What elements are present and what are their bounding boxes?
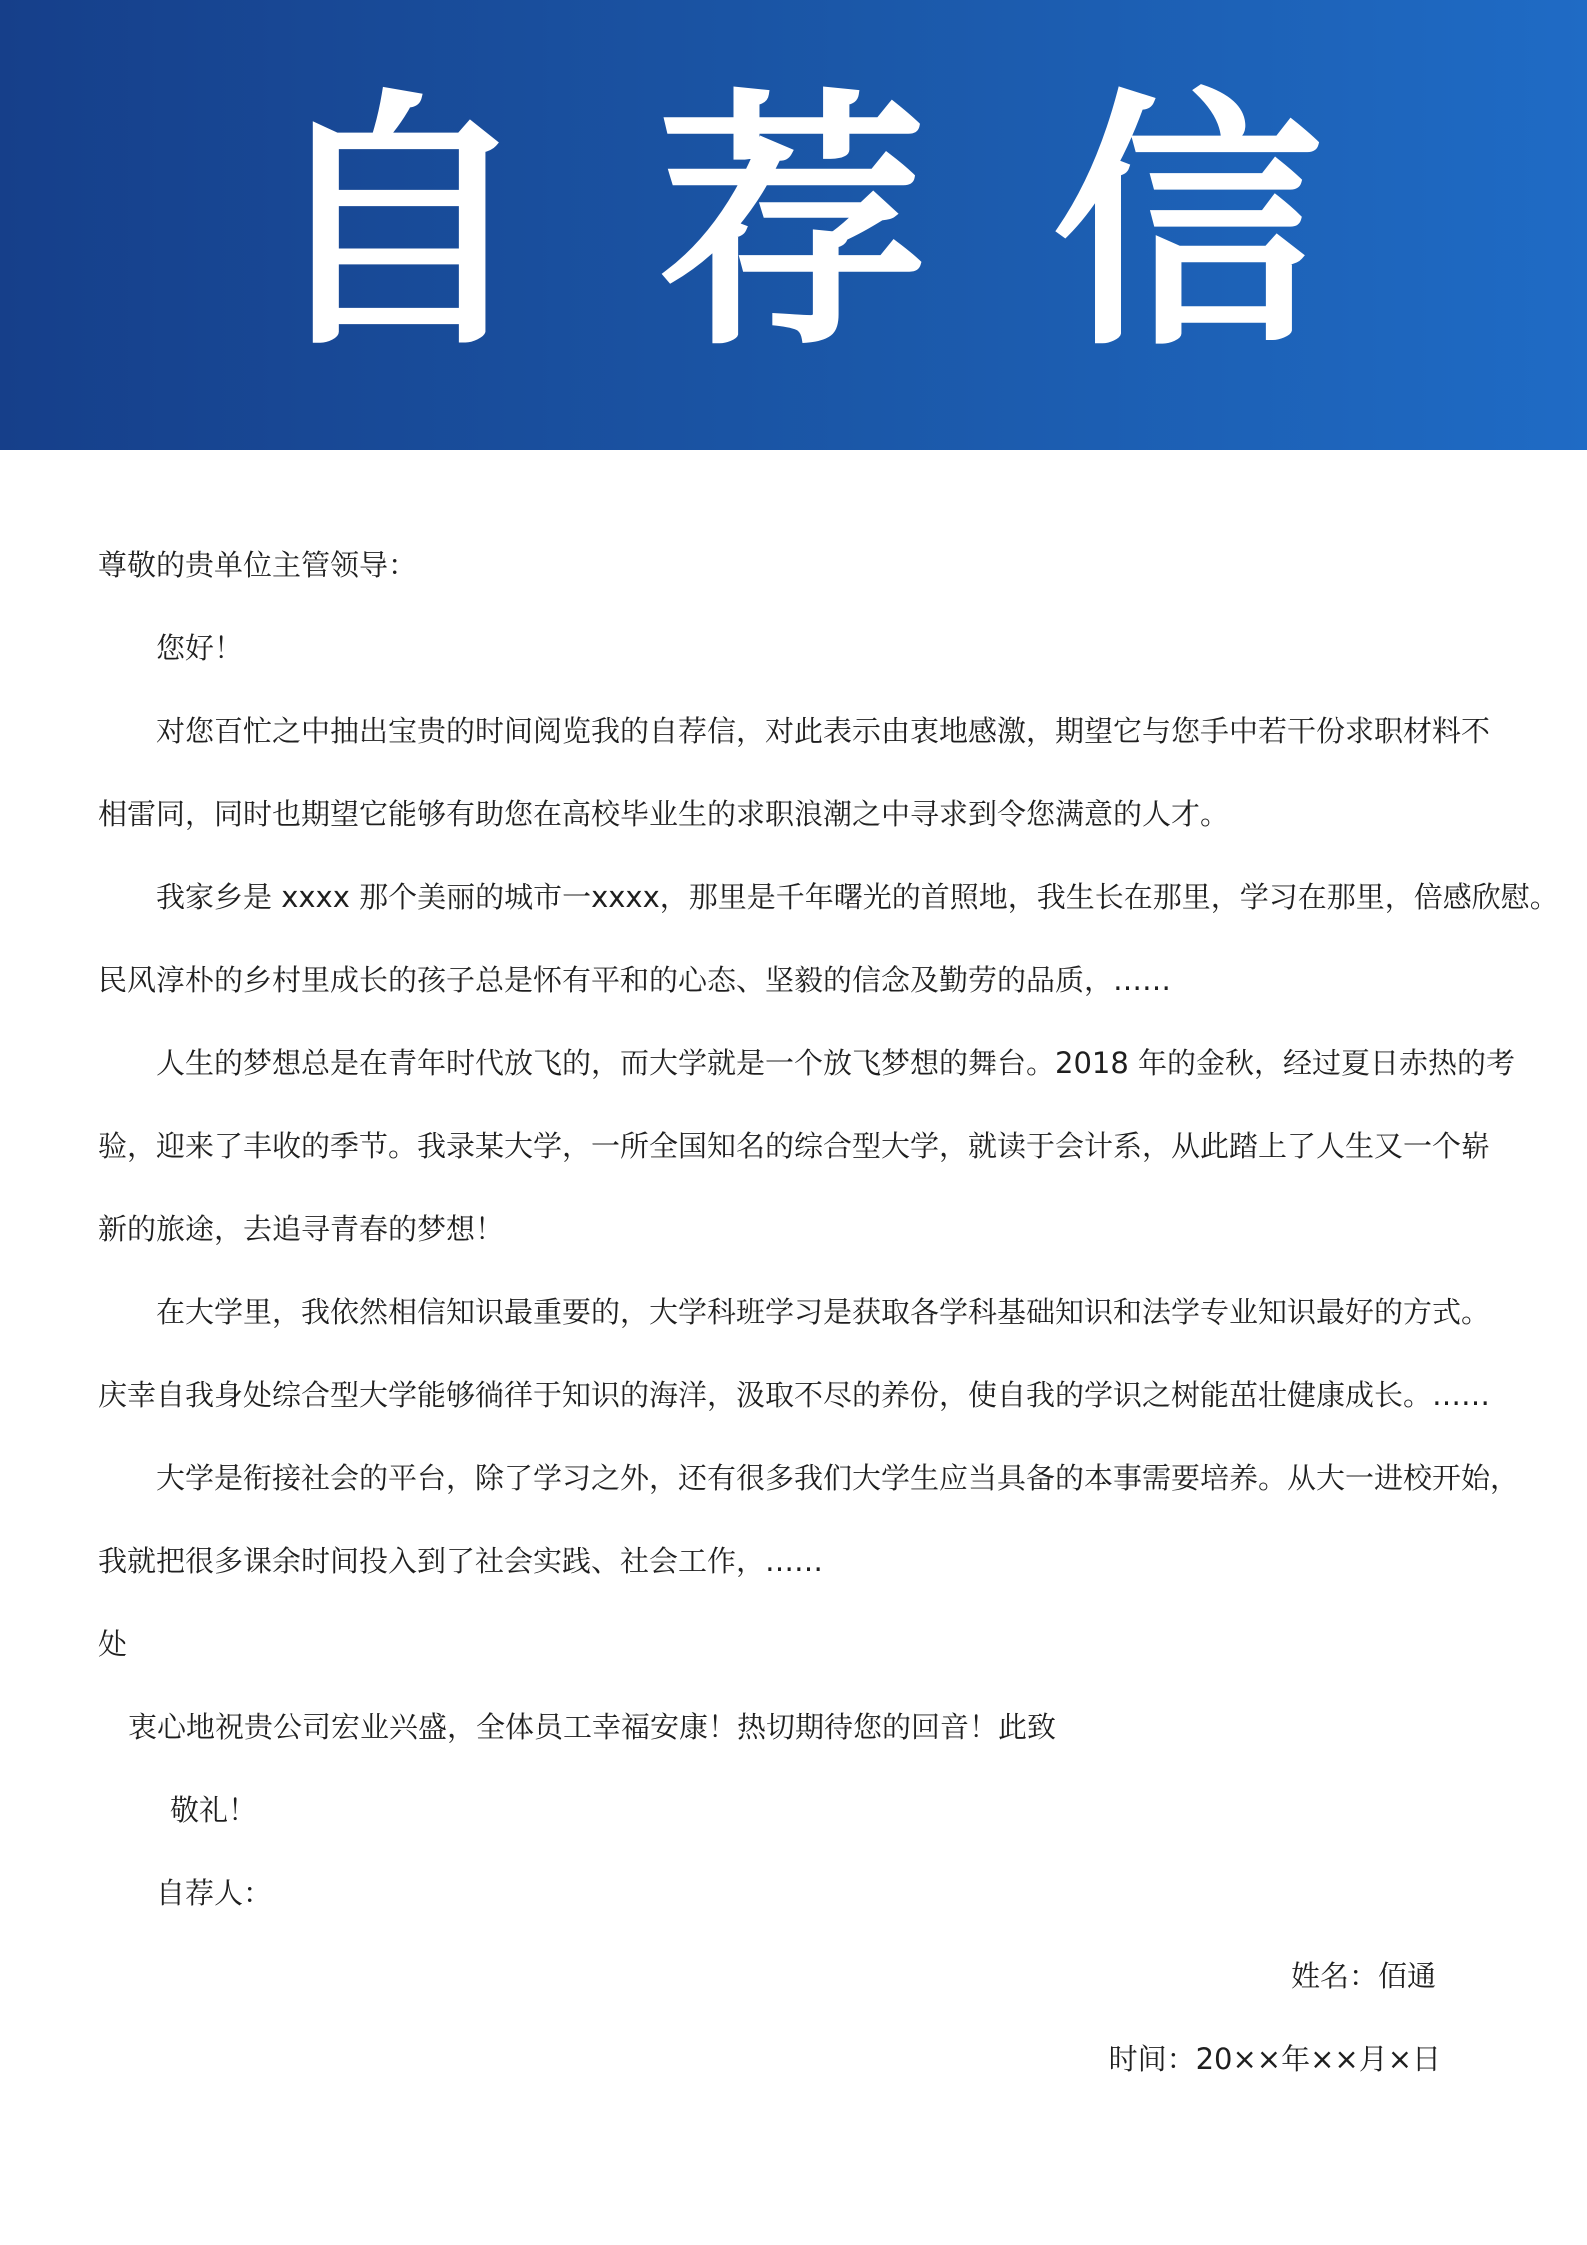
signer-label: 自荐人： <box>156 1876 273 1910</box>
letter-title <box>200 67 1385 382</box>
salutation: 尊敬的贵单位主管领导： <box>98 548 418 582</box>
paragraph-5-line-2: 我就把很多课余时间投入到了社会实践、社会工作，…… <box>98 1544 824 1578</box>
paragraph-3-line-3: 新的旅途，去追寻青春的梦想！ <box>98 1212 505 1246</box>
paragraph-2-line-1: 我家乡是 xxxx 那个美丽的城市一xxxx，那里是千年曙光的首照地，我生长在那里，学习在那里，倍感欣慰。 <box>156 880 1559 914</box>
title-char-1: 自 <box>262 67 533 382</box>
paragraph-4-line-2: 庆幸自我身处综合型大学能够徜徉于知识的海洋，汲取不尽的养份，使自我的学识之树能茁壮健康成长。…… <box>98 1378 1491 1412</box>
paragraph-5-line-1: 大学是衔接社会的平台，除了学习之外，还有很多我们大学生应当具备的本事需要培养。从大一进校开始， <box>156 1461 1520 1495</box>
paragraph-1-line-1: 对您百忙之中抽出宝贵的时间阅览我的自荐信，对此表示由衷地感激，期望它与您手中若干份求职材料不 <box>156 714 1491 748</box>
paragraph-1-line-2: 相雷同，同时也期望它能够有助您在高校毕业生的求职浪潮之中寻求到令您满意的人才。 <box>98 797 1230 831</box>
greeting: 您好！ <box>156 631 244 665</box>
paragraph-2-line-2: 民风淳朴的乡村里成长的孩子总是怀有平和的心态、坚毅的信念及勤劳的品质，…… <box>98 963 1172 997</box>
paragraph-3-line-1: 人生的梦想总是在青年时代放飞的，而大学就是一个放飞梦想的舞台。2018 年的金秋，经过夏日赤热的考 <box>156 1046 1516 1080</box>
paragraph-4-line-1: 在大学里，我依然相信知识最重要的，大学科班学习是获取各学科基础知识和法学专业知识最好的方式。 <box>156 1295 1491 1329</box>
header-banner <box>0 0 1587 450</box>
stray-character: 处 <box>98 1627 128 1661</box>
signer-name: 姓名：佰通 <box>1290 1959 1436 1993</box>
title-char-3: 信 <box>1052 67 1323 382</box>
paragraph-3-line-2: 验，迎来了丰收的季节。我录某大学，一所全国知名的综合型大学，就读于会计系，从此踏上了人生又一个崭 <box>98 1129 1491 1163</box>
closing-line: 衷心地祝贵公司宏业兴盛，全体员工幸福安康！热切期待您的回音！此致 <box>128 1710 1057 1744</box>
title-char-2: 荐 <box>657 67 928 382</box>
letter-date: 时间：20××年××月×日 <box>1108 2042 1441 2076</box>
respect-line: 敬礼！ <box>170 1793 258 1827</box>
